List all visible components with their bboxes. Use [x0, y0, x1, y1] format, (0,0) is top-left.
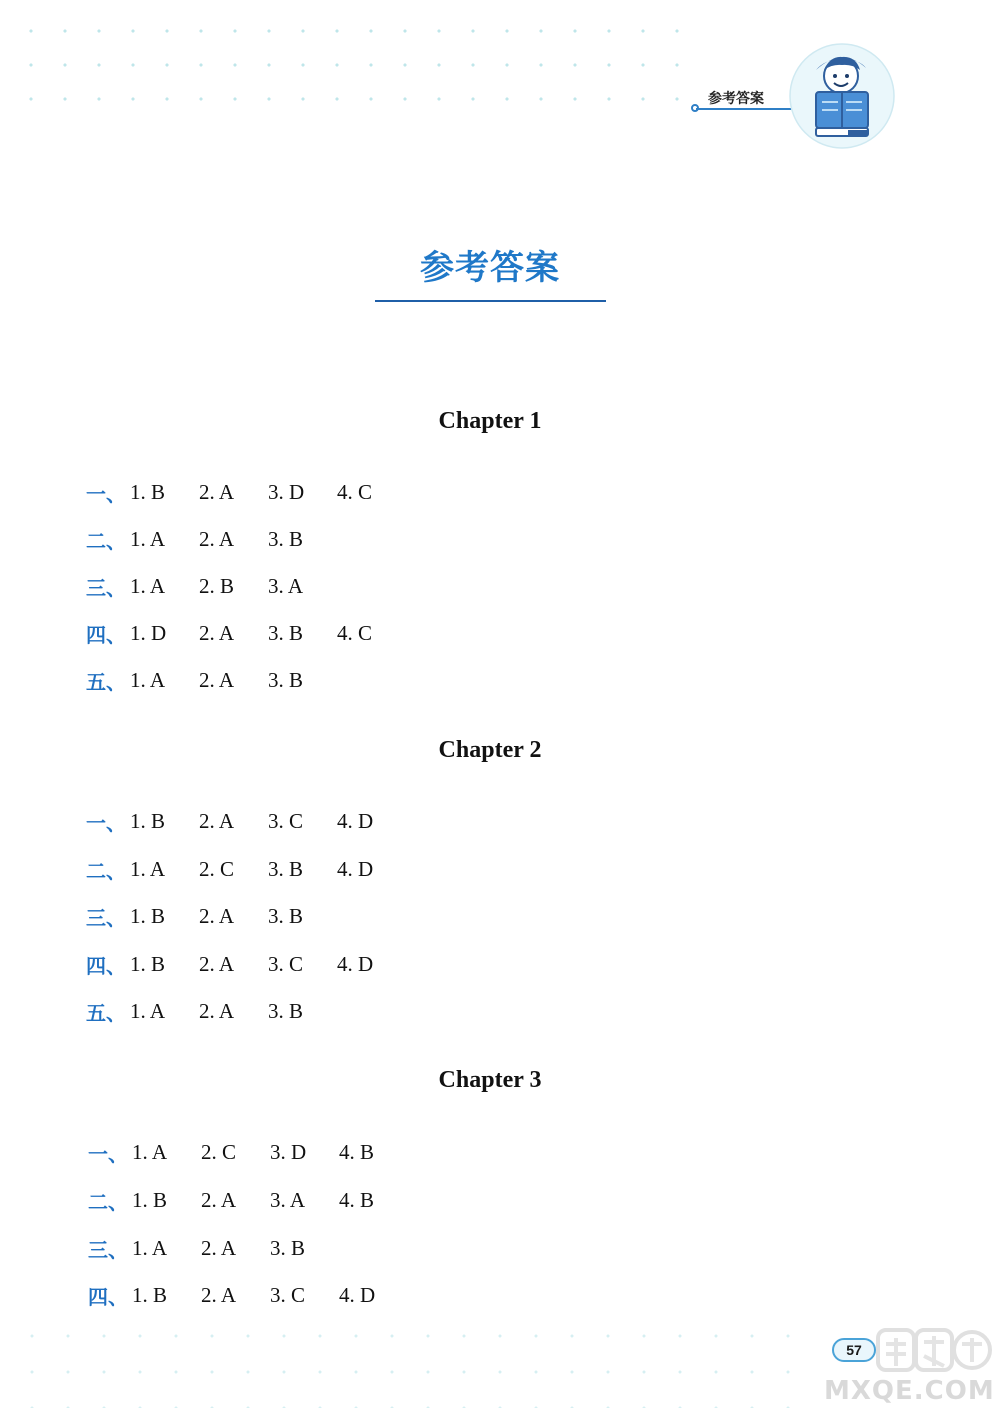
- answer-item: 3. B: [268, 620, 304, 645]
- answer-item: 4. D: [337, 951, 374, 976]
- answer-row: [86, 901, 337, 931]
- answer-row: [88, 1185, 408, 1215]
- section-label: 二、: [86, 528, 126, 553]
- answer-item: 2. A: [199, 526, 235, 551]
- answer-item: 4. B: [339, 1139, 375, 1164]
- answer-item: 1. A: [130, 998, 166, 1023]
- answer-item: 4. D: [337, 808, 374, 833]
- section-label: 二、: [86, 858, 126, 883]
- answer-item: 3. C: [270, 1282, 306, 1307]
- answer-row: [88, 1137, 408, 1167]
- section-label: 一、: [86, 481, 126, 506]
- answer-row: [86, 477, 406, 507]
- answer-item: 3. D: [268, 479, 305, 504]
- section-label: 四、: [86, 622, 126, 647]
- answer-item: 4. D: [337, 856, 374, 881]
- section-label: 一、: [88, 1141, 128, 1166]
- answer-row: [88, 1280, 408, 1310]
- answer-item: 3. A: [270, 1187, 306, 1212]
- section-label: 三、: [86, 575, 126, 600]
- answer-row: [86, 665, 337, 695]
- answer-item: 3. B: [268, 903, 304, 928]
- answer-row: [86, 806, 406, 836]
- answer-item: 2. C: [201, 1139, 237, 1164]
- watermark-text: MXQE.COM: [824, 1376, 995, 1406]
- answer-item: 3. C: [268, 951, 304, 976]
- section-label: 二、: [88, 1189, 128, 1214]
- answer-item: 1. B: [130, 951, 166, 976]
- boy-reading-book-icon: [786, 40, 898, 152]
- answer-item: 3. B: [270, 1235, 306, 1260]
- section-label: 三、: [88, 1237, 128, 1262]
- decorative-dot-grid-bottom: [14, 1318, 794, 1408]
- answer-item: 2. A: [201, 1235, 237, 1260]
- answer-item: 3. A: [268, 573, 304, 598]
- answer-row: [86, 949, 406, 979]
- page-title: 参考答案: [420, 248, 560, 288]
- section-label: 五、: [86, 669, 126, 694]
- answer-row: [86, 524, 337, 554]
- answer-item: 2. A: [199, 998, 235, 1023]
- answer-row: [86, 854, 406, 884]
- header-rule: [696, 108, 792, 110]
- answer-row: [88, 1233, 339, 1263]
- section-label: 四、: [88, 1284, 128, 1309]
- answer-item: 4. C: [337, 479, 373, 504]
- answer-row: [86, 571, 337, 601]
- answer-item: 1. A: [130, 526, 166, 551]
- answer-item: 1. D: [130, 620, 167, 645]
- answer-item: 2. A: [199, 808, 235, 833]
- answer-item: 1. A: [130, 856, 166, 881]
- answer-item: 1. A: [130, 667, 166, 692]
- answer-item: 1. B: [132, 1187, 168, 1212]
- answer-item: 1. A: [130, 573, 166, 598]
- answer-item: 1. B: [130, 479, 166, 504]
- answer-row: [86, 618, 406, 648]
- chapter-heading: Chapter 1: [438, 408, 542, 434]
- answer-item: 2. A: [201, 1282, 237, 1307]
- answer-item: 2. C: [199, 856, 235, 881]
- answer-item: 2. A: [199, 620, 235, 645]
- header-label: 参考答案: [708, 91, 764, 107]
- answer-item: 3. C: [268, 808, 304, 833]
- answer-item: 1. B: [130, 903, 166, 928]
- section-label: 三、: [86, 905, 126, 930]
- section-label: 五、: [86, 1000, 126, 1025]
- answer-item: 2. A: [199, 951, 235, 976]
- title-underline: [375, 300, 606, 302]
- section-label: 四、: [86, 953, 126, 978]
- answer-item: 3. B: [268, 856, 304, 881]
- answer-item: 2. A: [199, 903, 235, 928]
- watermark-logo-icon: [876, 1326, 992, 1376]
- answer-item: 1. A: [132, 1139, 168, 1164]
- chapter-heading: Chapter 2: [438, 737, 542, 763]
- page-number: 57: [832, 1338, 876, 1362]
- answer-item: 1. B: [132, 1282, 168, 1307]
- answer-item: 4. D: [339, 1282, 376, 1307]
- answer-item: 3. B: [268, 998, 304, 1023]
- answer-row: [86, 996, 337, 1026]
- chapter-heading: Chapter 3: [438, 1067, 542, 1093]
- answer-item: 3. B: [268, 667, 304, 692]
- answer-item: 2. A: [199, 667, 235, 692]
- answer-item: 4. B: [339, 1187, 375, 1212]
- decorative-dot-grid: [14, 14, 704, 124]
- answer-item: 1. A: [132, 1235, 168, 1260]
- section-label: 一、: [86, 810, 126, 835]
- answer-item: 1. B: [130, 808, 166, 833]
- answer-item: 2. A: [201, 1187, 237, 1212]
- answer-item: 2. B: [199, 573, 235, 598]
- answer-item: 2. A: [199, 479, 235, 504]
- answer-item: 4. C: [337, 620, 373, 645]
- answer-item: 3. B: [268, 526, 304, 551]
- answer-item: 3. D: [270, 1139, 307, 1164]
